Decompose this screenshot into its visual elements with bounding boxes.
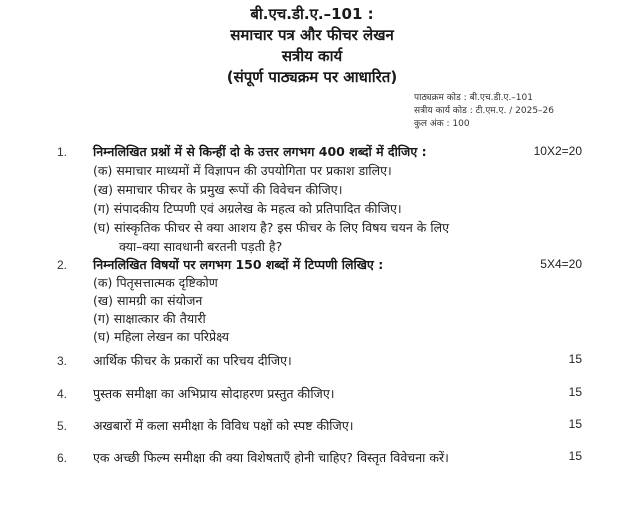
subpart-kha: (ख) सामग्री का संयोजन xyxy=(93,293,203,308)
question-text: अखबारों में कला समीक्षा के विविध पक्षों को स्पष्ट कीजिए। xyxy=(93,418,354,433)
question-marks: 5X4=20 xyxy=(540,257,582,271)
document-header xyxy=(0,4,624,88)
question-number: 1. xyxy=(57,145,68,159)
question-text: आर्थिक फीचर के प्रकारों का परिचय दीजिए। xyxy=(93,353,292,368)
question-number: 6. xyxy=(57,451,68,465)
question-marks: 10X2=20 xyxy=(533,144,582,158)
subpart-ga: (ग) संपादकीय टिप्पणी एवं अग्रलेख के महत्व को प्रतिपादित कीजिए। xyxy=(93,201,402,216)
subpart-gha: (घ) सांस्कृतिक फीचर से क्या आशय है? इस फीचर के लिए विषय चयन के लिए xyxy=(93,220,449,235)
course-code-heading: बी.एच.डी.ए.–101 : xyxy=(250,5,374,23)
assignment-label: सत्रीय कार्य xyxy=(281,47,343,65)
meta-course-code: पाठ्यक्रम कोड : बी.एच.डी.ए.–101 xyxy=(414,93,533,103)
question-number: 2. xyxy=(57,258,68,272)
meta-assignment-code: सत्रीय कार्य कोड : टी.एम.ए. / 2025–26 xyxy=(414,106,554,116)
subpart-gha-continued: क्या–क्या सावधानी बरतनी पड़ती है? xyxy=(119,239,283,254)
subpart-ga: (ग) साक्षात्कार की तैयारी xyxy=(93,311,206,326)
subpart-kha: (ख) समाचार फीचर के प्रमुख रूपों की विवेचन कीजिए। xyxy=(93,182,343,197)
coverage-note: (संपूर्ण पाठ्यक्रम पर आधारित) xyxy=(226,68,398,86)
question-marks: 15 xyxy=(568,385,582,399)
assignment-meta xyxy=(414,92,554,131)
question-text: निम्नलिखित प्रश्नों में से किन्हीं दो के उत्तर लगभग 400 शब्दों में दीजिए : xyxy=(93,144,427,159)
question-marks: 15 xyxy=(568,449,582,463)
question-text: निम्नलिखित विषयों पर लगभग 150 शब्दों में टिप्पणी लिखिए : xyxy=(93,257,384,272)
subpart-ka: (क) पितृसत्तात्मक दृष्टिकोण xyxy=(93,275,218,290)
meta-total-marks: कुल अंक : 100 xyxy=(414,119,470,129)
question-marks: 15 xyxy=(568,352,582,366)
question-text: पुस्तक समीक्षा का अभिप्राय सोदाहरण प्रस्तुत कीजिए। xyxy=(93,386,335,401)
question-number: 3. xyxy=(57,354,68,368)
course-title: समाचार पत्र और फीचर लेखन xyxy=(230,26,394,44)
subpart-ka: (क) समाचार माध्यमों में विज्ञापन की उपयोगिता पर प्रकाश डालिए। xyxy=(93,163,392,178)
question-marks: 15 xyxy=(568,417,582,431)
question-text: एक अच्छी फिल्म समीक्षा की क्या विशेषताएँ होनी चाहिए? विस्तृत विवेचना करें। xyxy=(93,450,449,465)
question-number: 4. xyxy=(57,387,68,401)
question-number: 5. xyxy=(57,419,68,433)
subpart-gha: (घ) महिला लेखन का परिप्रेक्ष्य xyxy=(93,329,229,344)
